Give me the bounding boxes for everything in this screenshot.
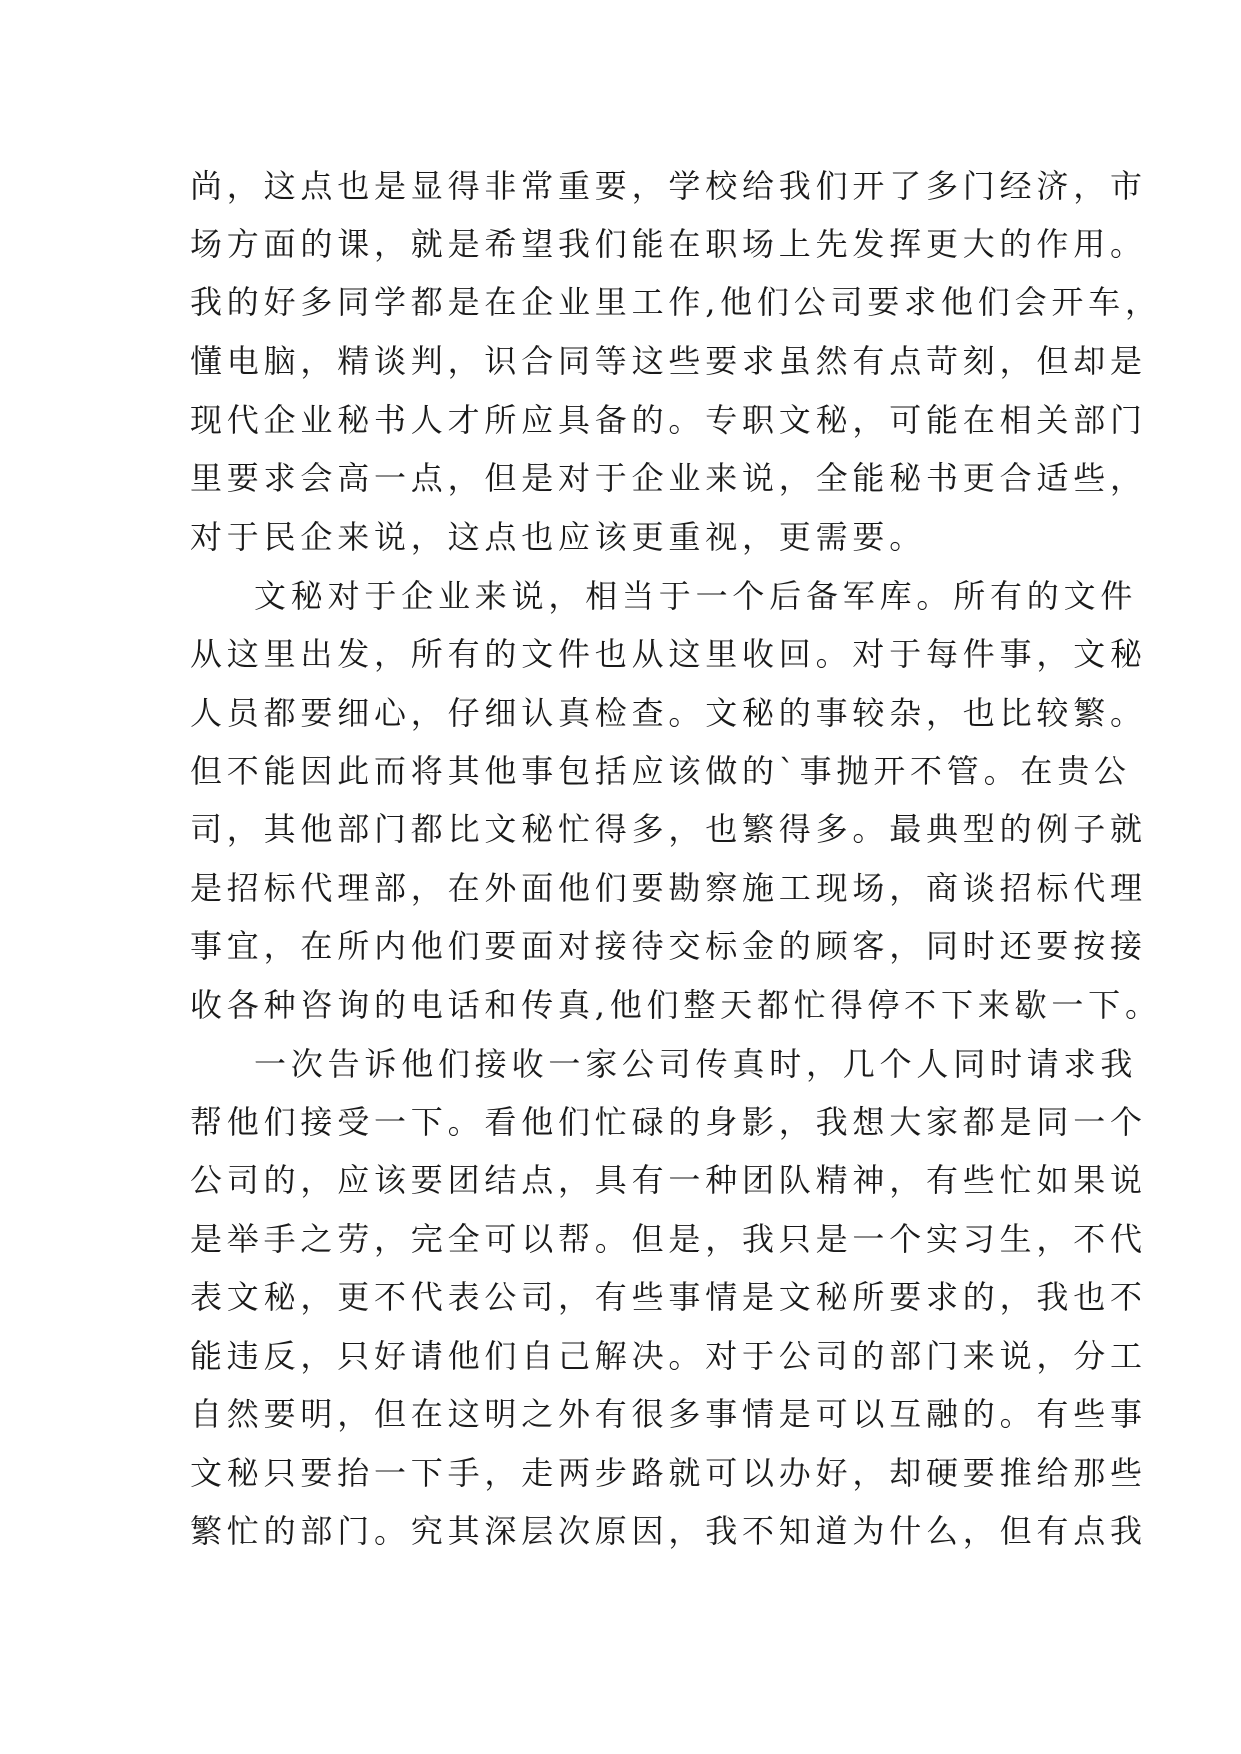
text-line: 繁忙的部门。究其深层次原因，我不知道为什么，但有点我 xyxy=(190,1512,1147,1550)
text-line: 自然要明，但在这明之外有很多事情是可以互融的。有些事 xyxy=(190,1395,1147,1433)
text-line: 但不能因此而将其他事包括应该做的`事抛开不管。在贵公 xyxy=(190,752,1131,790)
text-line: 公司的，应该要团结点，具有一种团队精神，有些忙如果说 xyxy=(190,1161,1147,1199)
text-line: 懂电脑，精谈判，识合同等这些要求虽然有点苛刻，但却是 xyxy=(190,342,1147,380)
text-line: 帮他们接受一下。看他们忙碌的身影，我想大家都是同一个 xyxy=(190,1103,1147,1141)
text-line: 现代企业秘书人才所应具备的。专职文秘，可能在相关部门 xyxy=(190,401,1147,439)
text-line: 里要求会高一点，但是对于企业来说，全能秘书更合适些， xyxy=(190,459,1147,497)
text-line: 场方面的课，就是希望我们能在职场上先发挥更大的作用。 xyxy=(190,225,1147,263)
text-line: 事宜，在所内他们要面对接待交标金的顾客，同时还要按接 xyxy=(190,927,1147,965)
text-line: 对于民企来说，这点也应该更重视，更需要。 xyxy=(190,518,927,556)
text-line: 从这里出发，所有的文件也从这里收回。对于每件事，文秘 xyxy=(190,635,1147,673)
paragraph-first-line: 文秘对于企业来说，相当于一个后备军库。所有的文件 xyxy=(254,577,1138,615)
paragraph-first-line: 一次告诉他们接收一家公司传真时，几个人同时请求我 xyxy=(254,1045,1138,1083)
text-line: 司，其他部门都比文秘忙得多，也繁得多。最典型的例子就 xyxy=(190,810,1147,848)
text-line: 尚，这点也是显得非常重要，学校给我们开了多门经济，市 xyxy=(190,167,1147,205)
text-line: 人员都要细心，仔细认真检查。文秘的事较杂，也比较繁。 xyxy=(190,694,1147,732)
text-line: 我的好多同学都是在企业里工作,他们公司要求他们会开车， xyxy=(190,283,1162,321)
text-line: 表文秘，更不代表公司，有些事情是文秘所要求的，我也不 xyxy=(190,1278,1147,1316)
text-line: 能违反，只好请他们自己解决。对于公司的部门来说，分工 xyxy=(190,1337,1147,1375)
text-line: 文秘只要抬一下手，走两步路就可以办好，却硬要推给那些 xyxy=(190,1454,1147,1492)
text-line: 是招标代理部，在外面他们要勘察施工现场，商谈招标代理 xyxy=(190,869,1147,907)
text-line: 是举手之劳，完全可以帮。但是，我只是一个实习生，不代 xyxy=(190,1220,1147,1258)
text-line: 收各种咨询的电话和传真,他们整天都忙得停不下来歇一下。 xyxy=(190,986,1162,1024)
